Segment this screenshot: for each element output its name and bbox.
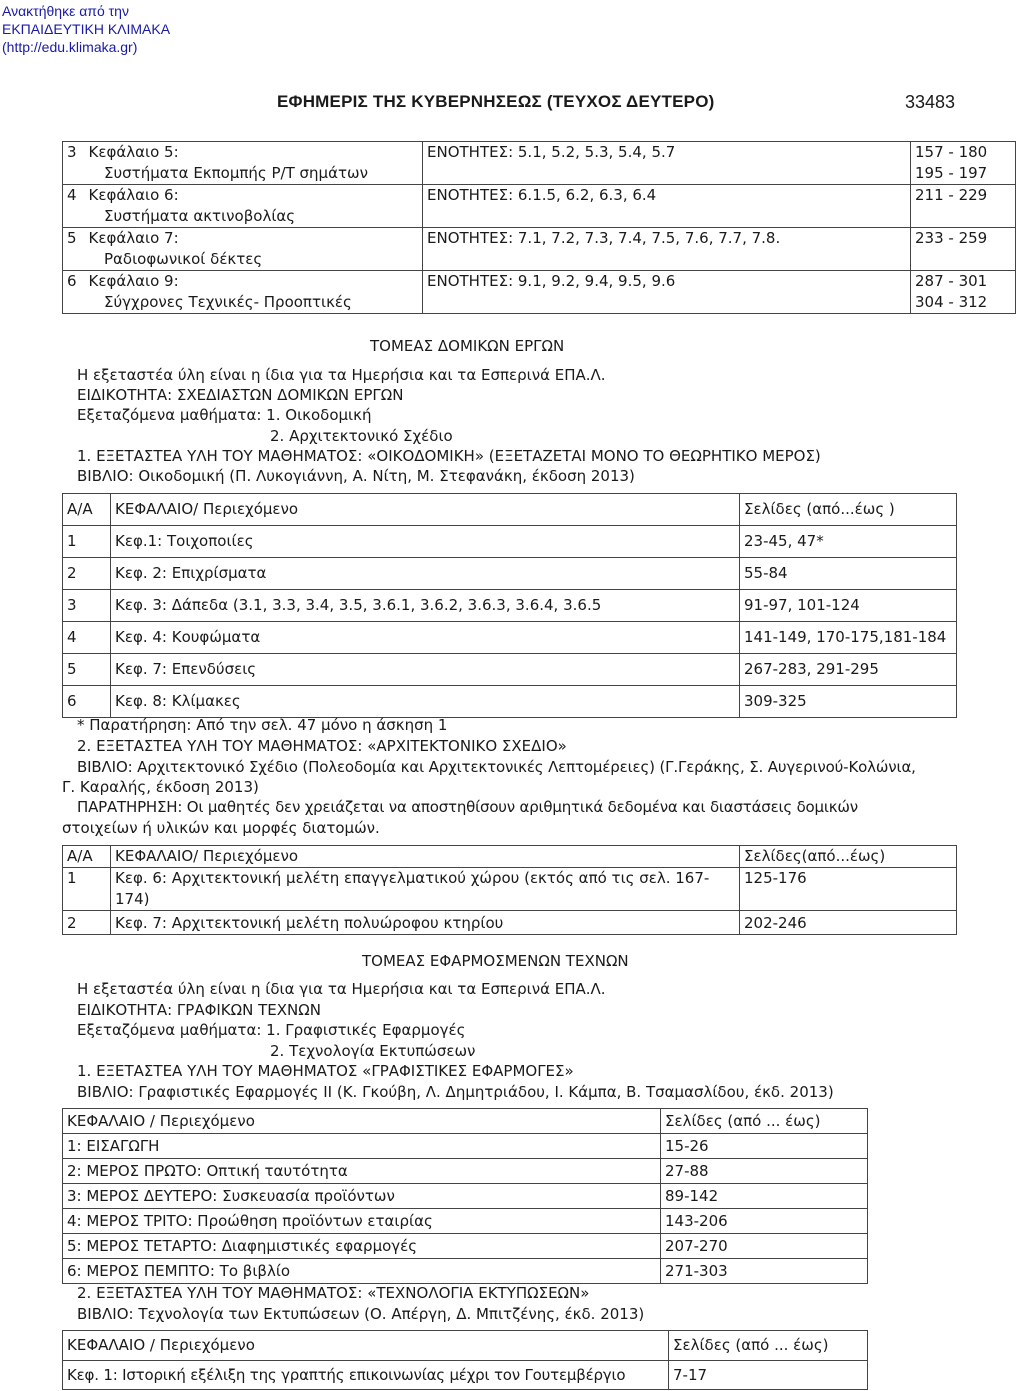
table-row xyxy=(63,654,957,686)
electronics-chapters-table xyxy=(62,141,1016,314)
row-number: 2 xyxy=(63,911,111,935)
pages-value: 195 - 197 xyxy=(915,164,988,182)
units-cell: ΕΝΟΤΗΤΕΣ: 7.1, 7.2, 7.3, 7.4, 7.5, 7.6, 7.7, 7.8. xyxy=(423,228,911,271)
section-line: ΕΙΔΙΚΟΤΗΤΑ: ΓΡΑΦΙΚΩΝ ΤΕΧΝΩΝ xyxy=(77,1001,321,1019)
chapter-subtitle: Σύγχρονες Τεχνικές- Προοπτικές xyxy=(104,293,352,311)
chapter-cell: Κεφ. 1: Ιστορική εξέλιξη της γραπτής επικοινωνίας μέχρι τον Γουτεμβέργιο xyxy=(63,1361,669,1390)
row-number: 3 xyxy=(67,143,77,161)
chapter-subtitle: Ραδιοφωνικοί δέκτες xyxy=(104,250,263,268)
table-row xyxy=(63,142,1016,185)
pages-cell: 7-17 xyxy=(669,1361,868,1390)
pages-value: 287 - 301 xyxy=(915,272,988,290)
row-number: 6 xyxy=(67,272,77,290)
pages-cell: 309-325 xyxy=(740,686,957,718)
chapter-cell xyxy=(63,142,423,185)
section-line: ΕΙΔΙΚΟΤΗΤΑ: ΣΧΕΔΙΑΣΤΩΝ ΔΟΜΙΚΩΝ ΕΡΓΩΝ xyxy=(77,386,404,404)
note-line: 2. ΕΞΕΤΑΣΤΕΑ ΥΛΗ ΤΟΥ ΜΑΘΗΜΑΤΟΣ: «ΑΡΧΙΤΕΚΤΟΝΙΚΟ ΣΧΕΔΙΟ» xyxy=(77,737,567,755)
row-number: 3 xyxy=(63,590,111,622)
chapter-cell: Κεφ. 2: Επιχρίσματα xyxy=(111,558,740,590)
table-header-row xyxy=(63,846,957,868)
header-cell: Α/Α xyxy=(63,494,111,526)
chapter-cell: 1: ΕΙΣΑΓΩΓΗ xyxy=(63,1134,661,1159)
chapter-cell: Κεφ. 3: Δάπεδα (3.1, 3.3, 3.4, 3.5, 3.6.1, 3.6.2, 3.6.3, 3.6.4, 3.6.5 xyxy=(111,590,740,622)
pages-cell: 271-303 xyxy=(661,1259,868,1284)
chapter-label: Κεφάλαιο 7: xyxy=(88,229,179,247)
header-cell: Α/Α xyxy=(63,846,111,868)
header-cell: ΚΕΦΑΛΑΙΟ / Περιεχόμενο xyxy=(63,1109,661,1134)
pages-cell: 23-45, 47* xyxy=(740,526,957,558)
row-number: 6 xyxy=(63,686,111,718)
header-cell: ΚΕΦΑΛΑΙΟ/ Περιεχόμενο xyxy=(111,846,740,868)
table-header-row xyxy=(63,1331,868,1361)
pages-cell: 15-26 xyxy=(661,1134,868,1159)
pages-value: 304 - 312 xyxy=(915,293,988,311)
row-number: 5 xyxy=(67,229,77,247)
pages-cell: 55-84 xyxy=(740,558,957,590)
section-line: Εξεταζόμενα μαθήματα: 1. Γραφιστικές Εφαρμογές xyxy=(77,1021,466,1039)
chapter-label: Κεφάλαιο 6: xyxy=(88,186,179,204)
section-title: ΤΟΜΕΑΣ ΕΦΑΡΜΟΣΜΕΝΩΝ ΤΕΧΝΩΝ xyxy=(362,952,629,970)
graphic-applications-table xyxy=(62,1108,868,1284)
chapter-label: Κεφάλαιο 5: xyxy=(88,143,179,161)
table-row xyxy=(63,911,957,935)
table-row xyxy=(63,1234,868,1259)
table-row xyxy=(63,526,957,558)
section-line: Η εξεταστέα ύλη είναι η ίδια για τα Ημερήσια και τα Εσπερινά ΕΠΑ.Λ. xyxy=(77,980,606,998)
pages-cell: 141-149, 170-175,181-184 xyxy=(740,622,957,654)
pages-cell: 233 - 259 xyxy=(911,228,1016,271)
header-cell: Σελίδες (από ... έως) xyxy=(661,1109,868,1134)
chapter-cell: 3: ΜΕΡΟΣ ΔΕΥΤΕΡΟ: Συσκευασία προϊόντων xyxy=(63,1184,661,1209)
section-line: Εξεταζόμενα μαθήματα: 1. Οικοδομική xyxy=(77,406,372,424)
chapter-cell xyxy=(63,271,423,314)
source-note xyxy=(2,2,170,56)
header-cell: ΚΕΦΑΛΑΙΟ/ Περιεχόμενο xyxy=(111,494,740,526)
units-cell: ΕΝΟΤΗΤΕΣ: 5.1, 5.2, 5.3, 5.4, 5.7 xyxy=(423,142,911,185)
pages-cell xyxy=(911,142,1016,185)
chapter-subtitle: Συστήματα Εκπομπής Ρ/Τ σημάτων xyxy=(104,164,368,182)
chapter-cell: Κεφ. 6: Αρχιτεκτονική μελέτη επαγγελματικού χώρου (εκτός από τις σελ. 167-174) xyxy=(111,868,740,911)
note-line: 2. ΕΞΕΤΑΣΤΕΑ ΥΛΗ ΤΟΥ ΜΑΘΗΜΑΤΟΣ: «ΤΕΧΝΟΛΟΓΙΑ ΕΚΤΥΠΩΣΕΩΝ» xyxy=(77,1284,590,1302)
table-row xyxy=(63,1184,868,1209)
note-line: ΒΙΒΛΙΟ: Αρχιτεκτονικό Σχέδιο (Πολεοδομία και Αρχιτεκτονικές Λεπτομέρειες) (Γ.Γεράκης, Σ. Αυγερινού-Κολώνια, xyxy=(77,758,916,776)
chapter-cell: 4: ΜΕΡΟΣ ΤΡΙΤΟ: Προώθηση προϊόντων εταιρίας xyxy=(63,1209,661,1234)
source-line: (http://edu.klimaka.gr) xyxy=(2,39,138,55)
pages-cell: 91-97, 101-124 xyxy=(740,590,957,622)
architectural-drawing-table xyxy=(62,845,957,935)
pages-cell xyxy=(911,271,1016,314)
oikodomiki-table xyxy=(62,493,957,718)
table-row xyxy=(63,1159,868,1184)
row-number: 5 xyxy=(63,654,111,686)
pages-cell: 207-270 xyxy=(661,1234,868,1259)
table-row xyxy=(63,590,957,622)
section-line: 1. ΕΞΕΤΑΣΤΕΑ ΥΛΗ ΤΟΥ ΜΑΘΗΜΑΤΟΣ: «ΟΙΚΟΔΟΜΙΚΗ» (ΕΞΕΤΑΖΕΤΑΙ ΜΟΝΟ ΤΟ ΘΕΩΡΗΤΙΚΟ ΜΕΡΟΣ) xyxy=(77,447,821,465)
header-cell: ΚΕΦΑΛΑΙΟ / Περιεχόμενο xyxy=(63,1331,669,1361)
gazette-title: ΕΦΗΜΕΡΙΣ ΤΗΣ ΚΥΒΕΡΝΗΣΕΩΣ (ΤΕΥΧΟΣ ΔΕΥΤΕΡΟ) xyxy=(277,92,715,111)
table-header-row xyxy=(63,494,957,526)
chapter-cell: 5: ΜΕΡΟΣ ΤΕΤΑΡΤΟ: Διαφημιστικές εφαρμογές xyxy=(63,1234,661,1259)
page-header xyxy=(0,92,955,116)
table-row xyxy=(63,271,1016,314)
row-number: 2 xyxy=(63,558,111,590)
pages-cell: 27-88 xyxy=(661,1159,868,1184)
row-number: 4 xyxy=(63,622,111,654)
header-cell: Σελίδες (από...έως ) xyxy=(740,494,957,526)
page-number: 33483 xyxy=(904,92,955,112)
section-line: 1. ΕΞΕΤΑΣΤΕΑ ΥΛΗ ΤΟΥ ΜΑΘΗΜΑΤΟΣ «ΓΡΑΦΙΣΤΙΚΕΣ ΕΦΑΡΜΟΓΕΣ» xyxy=(77,1062,574,1080)
chapter-cell: Κεφ. 7: Αρχιτεκτονική μελέτη πολυώροφου κτηρίου xyxy=(111,911,740,935)
units-cell: ΕΝΟΤΗΤΕΣ: 9.1, 9.2, 9.4, 9.5, 9.6 xyxy=(423,271,911,314)
source-line: ΕΚΠΑΙΔΕΥΤΙΚΗ ΚΛΙΜΑΚΑ xyxy=(2,21,171,37)
chapter-label: Κεφάλαιο 9: xyxy=(88,272,179,290)
section-line: ΒΙΒΛΙΟ: Οικοδομική (Π. Λυκογιάννη, Α. Νίτη, Μ. Στεφανάκη, έκδοση 2013) xyxy=(77,467,635,485)
pages-cell: 89-142 xyxy=(661,1184,868,1209)
note-line: ΠΑΡΑΤΗΡΗΣΗ: Οι μαθητές δεν χρειάζεται να αποστηθίσουν αριθμητικά δεδομένα και διαστάσεις δομικών xyxy=(77,798,858,816)
chapter-cell xyxy=(63,228,423,271)
header-cell: Σελίδες (από ... έως) xyxy=(669,1331,868,1361)
note-line: στοιχείων ή υλικών και μορφές διατομών. xyxy=(62,819,380,837)
table-row xyxy=(63,185,1016,228)
table-row xyxy=(63,1259,868,1284)
table-row xyxy=(63,1361,868,1390)
table-row xyxy=(63,1209,868,1234)
header-cell: Σελίδες(από...έως) xyxy=(740,846,957,868)
table-row xyxy=(63,868,957,911)
chapter-cell: Κεφ. 7: Επενδύσεις xyxy=(111,654,740,686)
chapter-cell xyxy=(63,185,423,228)
chapter-cell: Κεφ.1: Τοιχοποιίες xyxy=(111,526,740,558)
row-number: 1 xyxy=(63,868,111,911)
note-line: * Παρατήρηση: Από την σελ. 47 μόνο η άσκηση 1 xyxy=(77,716,448,734)
table-row xyxy=(63,622,957,654)
chapter-cell: Κεφ. 8: Κλίμακες xyxy=(111,686,740,718)
section-line: 2. Τεχνολογία Εκτυπώσεων xyxy=(270,1042,476,1060)
note-line: ΒΙΒΛΙΟ: Τεχνολογία των Εκτυπώσεων (Ο. Απέργη, Δ. Μπιτζένης, έκδ. 2013) xyxy=(77,1305,645,1323)
chapter-subtitle: Συστήματα ακτινοβολίας xyxy=(104,207,296,225)
section-title: ΤΟΜΕΑΣ ΔΟΜΙΚΩΝ ΕΡΓΩΝ xyxy=(370,337,565,355)
pages-value: 157 - 180 xyxy=(915,143,988,161)
pages-cell: 125-176 xyxy=(740,868,957,911)
section-line: Η εξεταστέα ύλη είναι η ίδια για τα Ημερήσια και τα Εσπερινά ΕΠΑ.Λ. xyxy=(77,366,606,384)
table-header-row xyxy=(63,1109,868,1134)
table-row xyxy=(63,1134,868,1159)
row-number: 4 xyxy=(67,186,77,204)
chapter-cell: 2: ΜΕΡΟΣ ΠΡΩΤΟ: Οπτική ταυτότητα xyxy=(63,1159,661,1184)
chapter-cell: Κεφ. 4: Κουφώματα xyxy=(111,622,740,654)
pages-cell: 202-246 xyxy=(740,911,957,935)
source-line: Ανακτήθηκε από την xyxy=(2,3,129,19)
table-row xyxy=(63,558,957,590)
table-row xyxy=(63,686,957,718)
note-line: Γ. Καραλής, έκδοση 2013) xyxy=(62,778,259,796)
table-row xyxy=(63,228,1016,271)
section-line: 2. Αρχιτεκτονικό Σχέδιο xyxy=(270,427,453,445)
printing-technology-table xyxy=(62,1330,868,1390)
row-number: 1 xyxy=(63,526,111,558)
pages-cell: 267-283, 291-295 xyxy=(740,654,957,686)
section-line: ΒΙΒΛΙΟ: Γραφιστικές Εφαρμογές ΙΙ (Κ. Γκούβη, Λ. Δημητριάδου, Ι. Κάμπα, Β. Τσαμασλίδου, έκδ. 2013) xyxy=(77,1083,834,1101)
pages-cell: 143-206 xyxy=(661,1209,868,1234)
units-cell: ΕΝΟΤΗΤΕΣ: 6.1.5, 6.2, 6.3, 6.4 xyxy=(423,185,911,228)
pages-cell: 211 - 229 xyxy=(911,185,1016,228)
chapter-cell: 6: ΜΕΡΟΣ ΠΕΜΠΤΟ: Το βιβλίο xyxy=(63,1259,661,1284)
